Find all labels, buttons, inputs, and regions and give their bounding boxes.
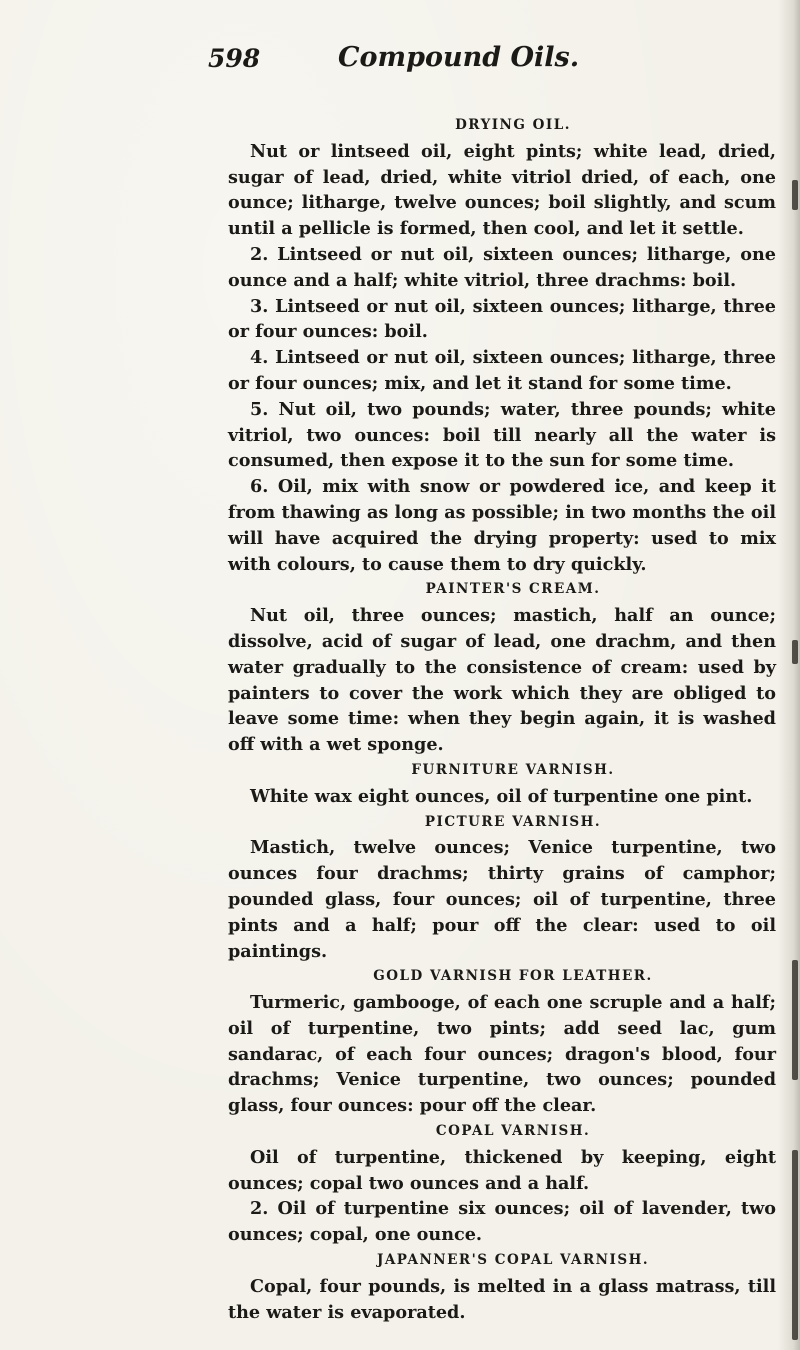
page-edge-mark xyxy=(792,960,798,1080)
section-japanners-copal-varnish xyxy=(228,1248,776,1325)
paragraph: 3. Lintseed or nut oil, sixteen ounces; litharge, three or four ounces: boil. xyxy=(228,295,776,343)
page-edge-mark xyxy=(792,180,798,210)
section-heading: DRYING OIL. xyxy=(455,117,571,133)
page-body xyxy=(228,113,776,1325)
paragraph: Copal, four pounds, is melted in a glass matrass, till the water is evaporated. xyxy=(228,1275,776,1323)
paragraph: 5. Nut oil, two pounds; water, three pounds; white vitriol, two ounces: boil till nearly all the water is consumed, then expose it to the sun for some time. xyxy=(228,398,776,472)
section-heading: PICTURE VARNISH. xyxy=(424,813,602,830)
page-header xyxy=(0,44,800,84)
section-copal-varnish xyxy=(228,1119,776,1248)
section-painters-cream xyxy=(228,577,776,758)
paragraph: Mastich, twelve ounces; Venice turpentine, two ounces four drachms; thirty grains of camphor; pounded glass, four ounces; oil of turpentine, three pints and a half; pour off the clear: used to oil paintings. xyxy=(228,837,776,962)
page-number: 598 xyxy=(208,44,261,73)
page-edge-mark xyxy=(792,640,798,664)
paragraph: 4. Lintseed or nut oil, sixteen ounces; litharge, three or four ounces; mix, and let it stand for some time. xyxy=(228,347,776,394)
running-head: Compound Oils. xyxy=(338,42,580,73)
paragraph: 2. Oil of turpentine six ounces; oil of lavender, two ounces; copal, one ounce. xyxy=(228,1198,776,1246)
paragraph: Turmeric, gambooge, of each one scruple and a half; oil of turpentine, two pints; add seed lac, gum sandarac, of each four ounces; dragon's blood, four drachms; Venice turpentine, two ounces; pounded glass, four ounces: pour off the clear. xyxy=(228,992,776,1117)
section-heading: COPAL VARNISH. xyxy=(435,1123,591,1140)
section-heading: JAPANNER'S COPAL VARNISH. xyxy=(376,1252,650,1269)
paragraph: White wax eight ounces, oil of turpentine one pint. xyxy=(250,785,753,807)
section-heading: PAINTER'S CREAM. xyxy=(425,581,601,598)
section-drying-oil xyxy=(228,113,776,577)
paragraph: 6. Oil, mix with snow or powdered ice, and keep it from thawing as long as possible; in two months the oil will have acquired the drying property: used to mix with colours, to cause them to dry quickly. xyxy=(228,476,776,575)
paragraph: Oil of turpentine, thickened by keeping, eight ounces; copal two ounces and a half. xyxy=(228,1146,776,1194)
page-edge-mark xyxy=(792,1150,798,1340)
section-furniture-varnish xyxy=(228,758,776,810)
section-picture-varnish xyxy=(228,810,776,965)
paragraph: 2. Lintseed or nut oil, sixteen ounces; litharge, one ounce and a half; white vitriol, three drachms: boil. xyxy=(228,243,776,291)
section-heading: FURNITURE VARNISH. xyxy=(411,761,615,778)
section-gold-varnish xyxy=(228,964,776,1119)
paragraph: Nut or lintseed oil, eight pints; white lead, dried, sugar of lead, dried, white vitriol dried, of each, one ounce; litharge, twelve ounces; boil slightly, and scum until a pellicle is formed, then cool, and let it settle. xyxy=(228,140,776,240)
section-heading: GOLD VARNISH FOR LEATHER. xyxy=(373,968,653,985)
paragraph: Nut oil, three ounces; mastich, half an ounce; dissolve, acid of sugar of lead, one drachm, and then water gradually to the consistence of cream: used by painters to cover the work which they are obliged to leave some time: when they begin again, it is washed off with a wet sponge. xyxy=(228,605,776,756)
